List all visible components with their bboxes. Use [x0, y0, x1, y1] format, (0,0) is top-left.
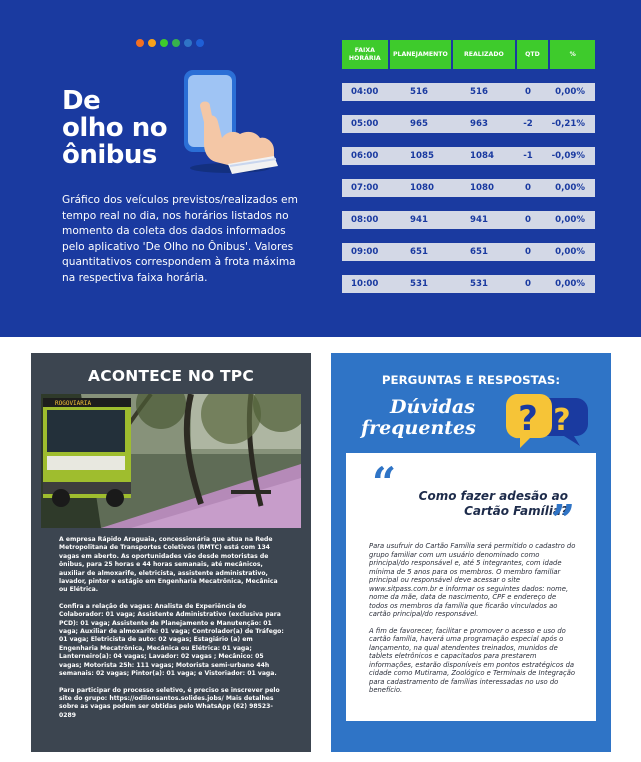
hand-phone-icon: [170, 66, 280, 176]
schedule-cell: 0,00%: [555, 183, 585, 193]
schedule-cell: 531: [470, 279, 488, 289]
schedule-table: [342, 40, 595, 293]
schedule-cell: 651: [410, 247, 428, 257]
faq-card: [331, 353, 611, 752]
schedule-cell: 1080: [470, 183, 494, 193]
schedule-cell: 0: [525, 215, 531, 225]
acontece-title: ACONTECE NO TPC: [88, 367, 254, 385]
acontece-body: [59, 536, 287, 728]
color-dot: [136, 39, 144, 47]
faq-answer-paragraph: Para usufruir do Cartão Família será permitido o cadastro do grupo familiar com um usuário denominado como principal/do responsável e, até 5 integrantes, com idade mínima de 5 anos para os membros. O membro familiar principal ou responsável deve acessar o site www.sitpass.com.br e informar os seguintes dados: nome, nome da mãe, data de nascimento, CPF e endereço de todos os membros da família que ficarão vinculados ao cartão principal/do responsável.: [369, 542, 576, 618]
schedule-cell: 0: [525, 247, 531, 257]
schedule-cell: 04:00: [351, 87, 379, 97]
close-quote-icon: ”: [551, 496, 576, 545]
hero-title-line: olho no: [62, 113, 168, 143]
bubble-question-mark: ?: [553, 403, 571, 438]
acontece-paragraph: Para participar do processo seletivo, é preciso se inscrever pelo site do grupo: https://odilonsantos.solides.jobs/ Mais detalhes sobre as vagas podem ser obtidas pelo WhatsApp (62) 98523-0289: [59, 686, 280, 719]
faq-title-line1: Dúvidas: [390, 396, 475, 418]
schedule-cell: 0,00%: [555, 279, 585, 289]
schedule-cell: 06:00: [351, 151, 379, 161]
schedule-cell: 0: [525, 183, 531, 193]
schedule-cell: 963: [470, 119, 488, 129]
bus-street-photo: [41, 394, 301, 528]
schedule-row: [342, 83, 595, 101]
schedule-cell: 941: [410, 215, 428, 225]
faq-title-line2: frequentes: [361, 417, 476, 439]
schedule-cell: 531: [410, 279, 428, 289]
schedule-cell: -1: [523, 151, 533, 161]
schedule-row: [342, 115, 595, 133]
schedule-cell: 09:00: [351, 247, 379, 257]
schedule-cell: -0,09%: [551, 151, 585, 161]
schedule-row: [342, 275, 595, 293]
faq-answer-box: [346, 453, 596, 721]
acontece-card: [31, 353, 311, 752]
schedule-cell: 0: [525, 87, 531, 97]
color-dot: [160, 39, 168, 47]
schedule-cell: 0,00%: [555, 247, 585, 257]
bubble-question-mark: ?: [518, 399, 538, 439]
col-faixa: FAIXA HORÁRIA: [342, 40, 388, 69]
hero-title-line: De: [62, 86, 101, 116]
schedule-cell: 516: [410, 87, 428, 97]
schedule-cell: 07:00: [351, 183, 379, 193]
schedule-cell: 941: [470, 215, 488, 225]
hero-title: [62, 88, 167, 169]
schedule-row: [342, 179, 595, 197]
col-percent: %: [550, 40, 595, 69]
bus-destination-sign: ROGOVIARIA: [55, 400, 92, 407]
color-dot: [148, 39, 156, 47]
schedule-cell: 1084: [470, 151, 494, 161]
schedule-row: [342, 211, 595, 229]
hero-section: [0, 0, 641, 337]
col-planejamento: PLANEJAMENTO: [390, 40, 452, 69]
schedule-cell: 1080: [410, 183, 434, 193]
hero-title-line: ônibus: [62, 140, 157, 170]
acontece-paragraph: A empresa Rápido Araguaia, concessionária que atua na Rede Metropolitana de Transportes Coletivos (RMTC) está com 134 vagas em aberto. As oportunidades vão desde motoristas de ônibus, para 25 horas e 44 horas semanais, até mecânicos, auxiliar de almoxarife, eletricista, assistente administrativo, lavador, pintor e estágio em Engenharia Mecatrônica, Mecânica ou Elétrica.: [59, 536, 278, 594]
schedule-cell: 08:00: [351, 215, 379, 225]
color-dot: [196, 39, 204, 47]
schedule-cell: 0: [525, 279, 531, 289]
faq-answer: [369, 542, 577, 703]
faq-question: Como fazer adesão ao Cartão Família?: [418, 489, 568, 518]
schedule-cell: 0,00%: [555, 215, 585, 225]
schedule-cell: 05:00: [351, 119, 379, 129]
schedule-cell: -0,21%: [551, 119, 585, 129]
schedule-cell: 0,00%: [555, 87, 585, 97]
schedule-row: [342, 243, 595, 261]
color-dot: [172, 39, 180, 47]
open-quote-icon: “: [372, 458, 397, 507]
acontece-paragraph: Confira a relação de vagas: Analista de Experiência do Colaborador: 01 vaga; Assistente Administrativo (exclusiva para PCD): 01 vaga; Assistente de Planejamento e Manutenção: 01 vaga; Auxiliar de almoxarife: 01 vaga; Controlador(a) de Tráfego: 01 vaga; Eletricista de auto: 02 vagas; Estagiário (a) em Engenharia Mecatrônica, Mecânica ou Elétrica: 01 vaga; Lanterneiro(a): 04 vagas; Lavador: 02 vagas ; Mecânico: 05 vagas; Motorista 25h: 111 vagas; Motorista semi-urbano 44h semanais: 02 vagas; Pintor(a): 01 vaga; e Vistoriador: 01 vaga.: [59, 602, 284, 678]
faq-title: [361, 397, 476, 439]
schedule-cell: -2: [523, 119, 533, 129]
schedule-header: [342, 40, 595, 69]
schedule-cell: 965: [410, 119, 428, 129]
schedule-cell: 1085: [410, 151, 434, 161]
question-bubble-icon: [502, 392, 590, 450]
col-qtd: QTD: [517, 40, 549, 69]
schedule-cell: 10:00: [351, 279, 379, 289]
schedule-row: [342, 147, 595, 165]
color-dots: [136, 39, 204, 47]
col-realizado: REALIZADO: [453, 40, 515, 69]
hero-description: Gráfico dos veículos previstos/realizados em tempo real no dia, nos horários listados no momento da coleta dos dados informados pelo aplicativo 'De Olho no Ônibus'. Valores quantitativos correspondem à frota máxima na respectiva faixa horária.: [62, 194, 298, 284]
faq-kicker: PERGUNTAS E RESPOSTAS:: [381, 373, 561, 387]
faq-answer-paragraph: A fim de favorecer, facilitar e promover o acesso e uso do cartão família, haverá uma programação especial após o lançamento, na qual atendentes treinados, munidos de tablets eletrônicos e capacitados para prestarem informações, estarão disponíveis em pontos estratégicos da cidade como Mutirama, Zoológico e Terminais de Integração para cadastramento de famílias interessadas no uso do benefício.: [369, 626, 576, 694]
color-dot: [184, 39, 192, 47]
schedule-cell: 516: [470, 87, 488, 97]
schedule-cell: 651: [470, 247, 488, 257]
